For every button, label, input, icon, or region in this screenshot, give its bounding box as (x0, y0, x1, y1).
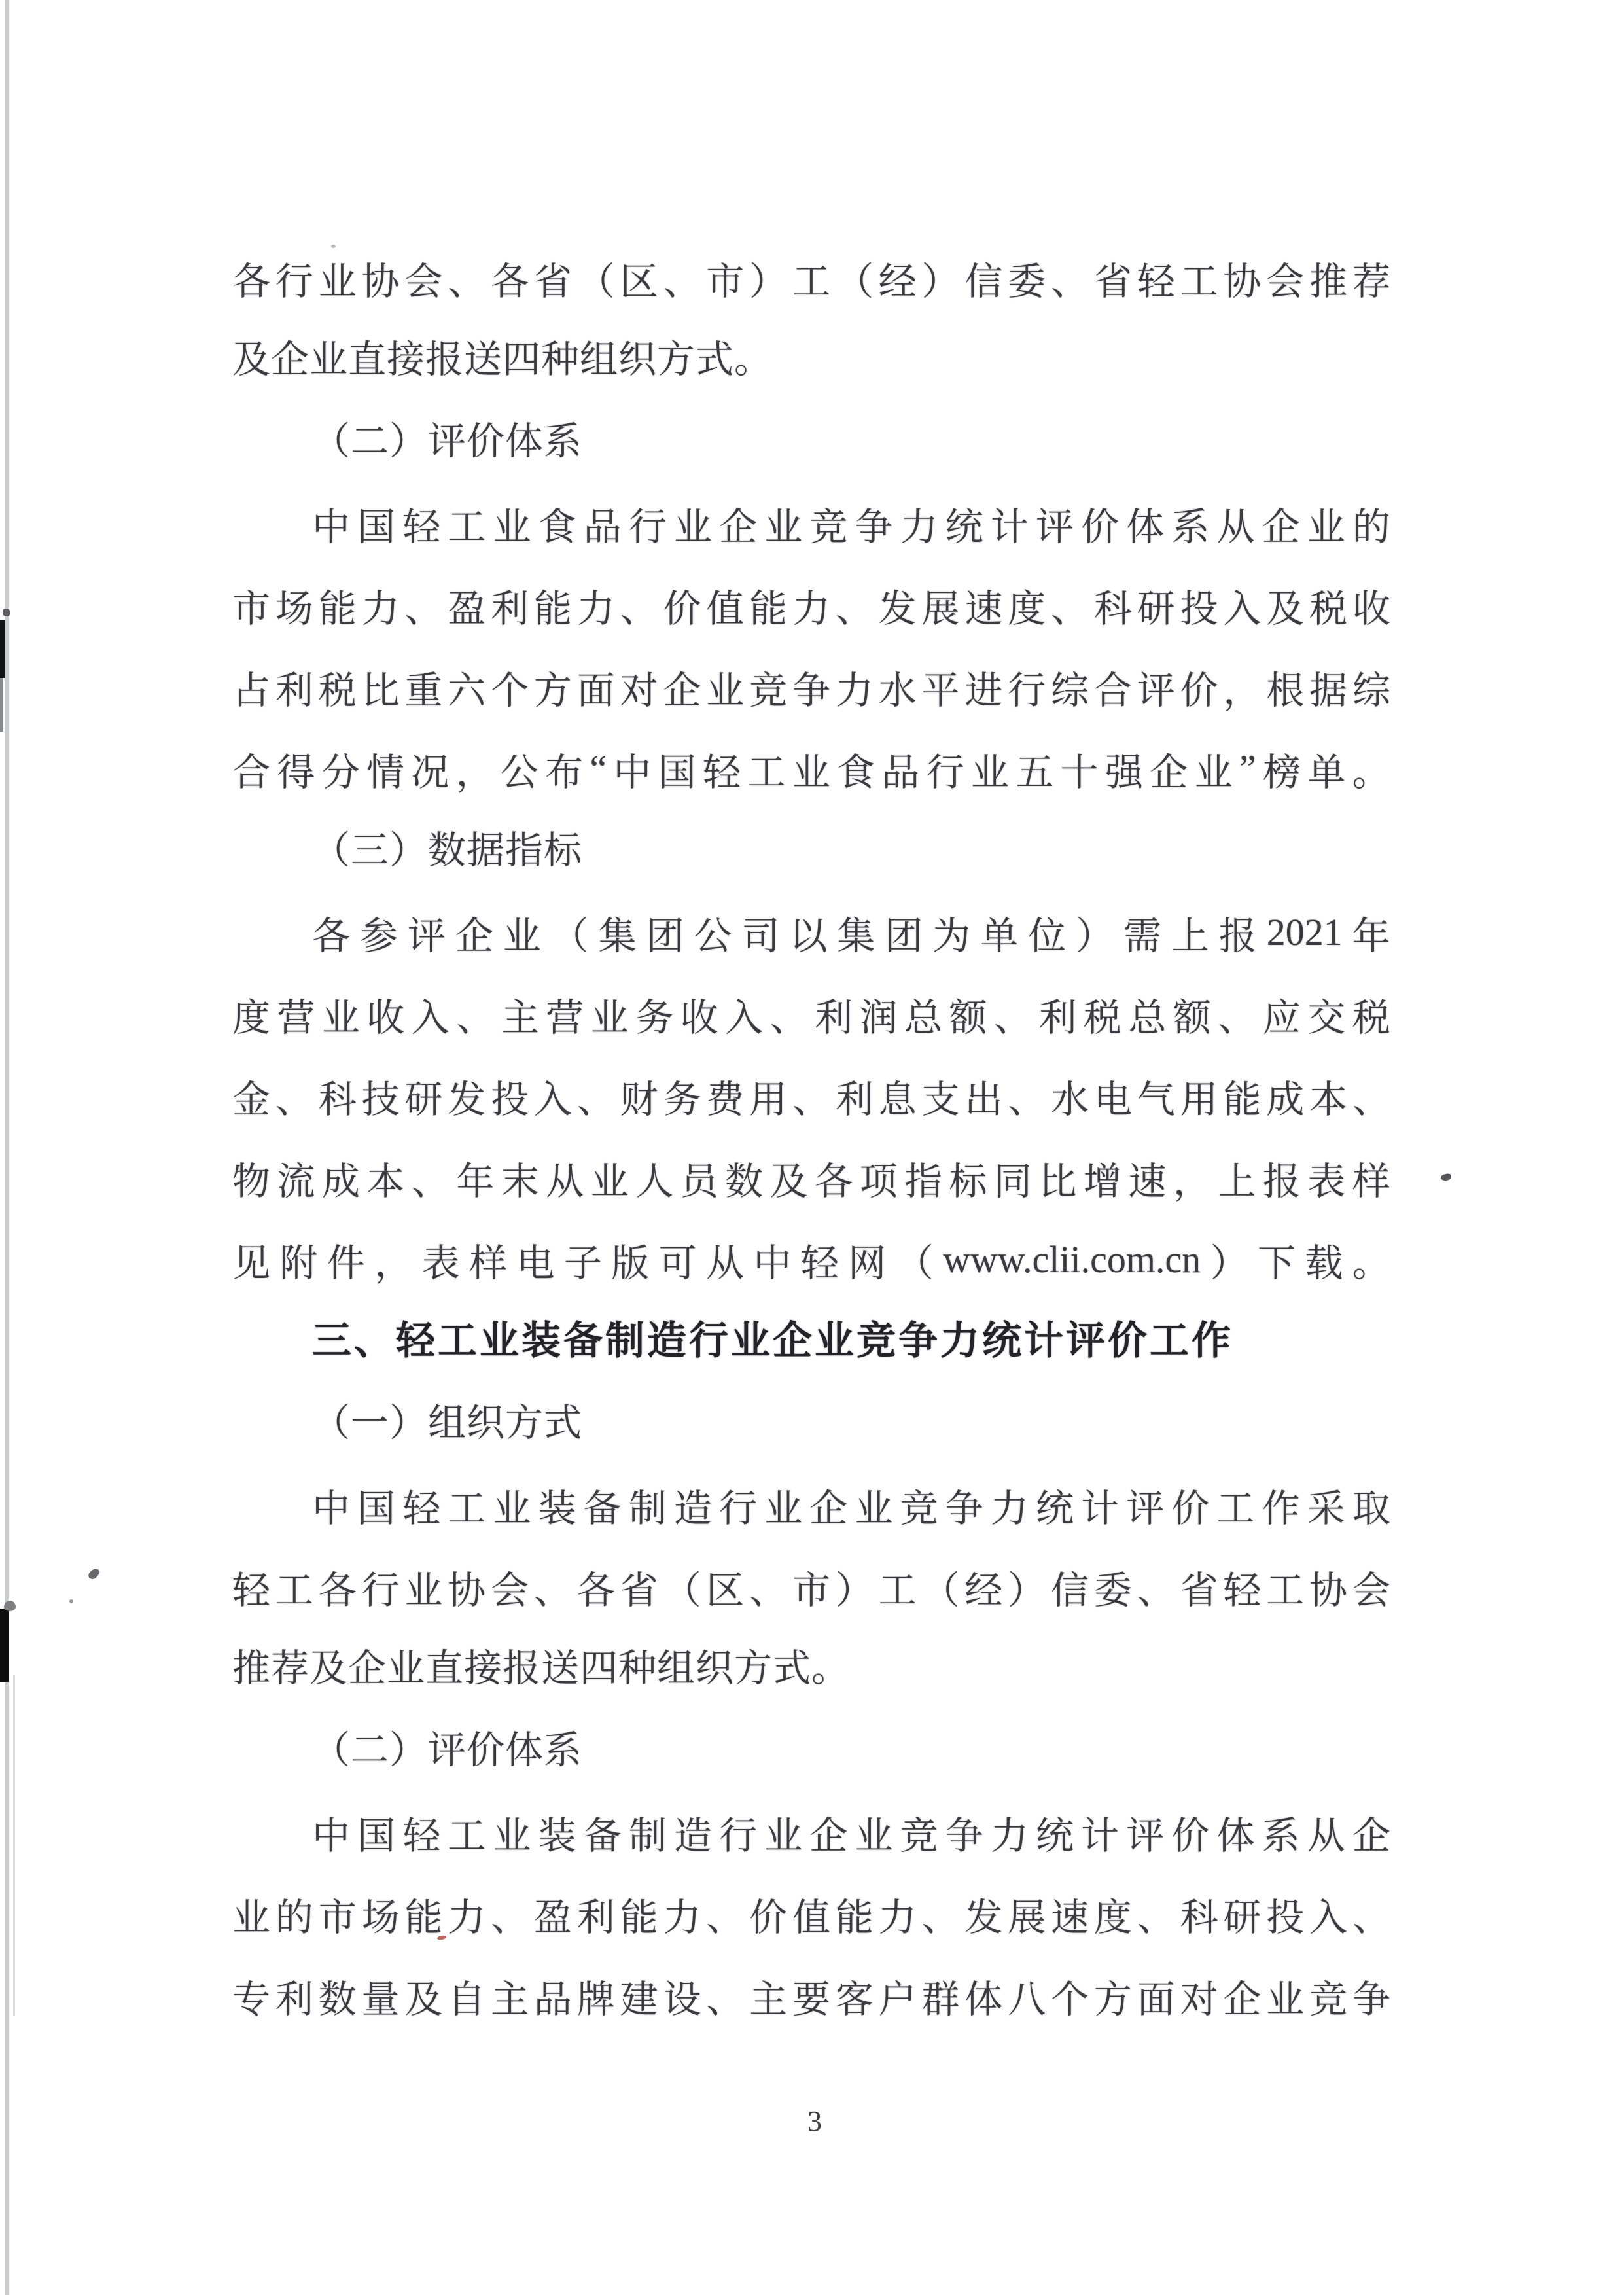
body-line: 各 行 业 协 会 、 各 省 （ 区 、 市 ） 工 （ 经 ） 信 委 、 省 轻 工 协 会 推 荐 (232, 260, 1390, 303)
paragraph-first-line: 中 国 轻 工 业 装 备 制 造 行 业 企 业 竞 争 力 统 计 评 价 体 系 从 企 (312, 1814, 1390, 1857)
body-line: 金 、 科 技 研 发 投 入 、 财 务 费 用 、 利 息 支 出 、 水 电 气 用 能 成 本 、 (232, 1078, 1390, 1121)
subsection-heading: （三）数据指标 (312, 829, 583, 872)
scan-gray-mark-upper (0, 678, 3, 732)
subsection-heading: （二）评价体系 (312, 1729, 583, 1771)
ink-speck-left-lower (69, 1599, 73, 1603)
body-line: 合 得 分 情 况 ， 公 布 “ 中 国 轻 工 业 食 品 行 业 五 十 强 企 业 ” 榜 单 。 (232, 747, 1390, 794)
subsection-heading: （二）评价体系 (312, 420, 583, 463)
body-line: 及企业直接报送四种组织方式。 (232, 338, 773, 381)
comma-ink-mark (87, 1567, 101, 1581)
section-heading: 三、轻工业装备制造行业企业竞争力统计评价工作 (312, 1319, 1233, 1362)
body-line: 专 利 数 量 及 自 主 品 牌 建 设 、 主 要 客 户 群 体 八 个 方 面 对 企 业 竞 争 (232, 1978, 1390, 2021)
body-line: 物 流 成 本 、 年 末 从 业 人 员 数 及 各 项 指 标 同 比 增 速 ， 上 报 表 样 (232, 1160, 1390, 1203)
body-line: 推荐及企业直接报送四种组织方式。 (232, 1647, 851, 1690)
left-edge-shadow-line (5, 0, 9, 2295)
paragraph-first-line: 中 国 轻 工 业 食 品 行 业 企 业 竞 争 力 统 计 评 价 体 系 从 企 业 的 (312, 505, 1390, 548)
page-number: 3 (807, 2105, 822, 2137)
scan-black-mark-lower (0, 1609, 9, 1682)
body-line: 业 的 市 场 能 力 、 盈 利 能 力 、 价 值 能 力 、 发 展 速 度 、 科 研 投 入 、 (232, 1896, 1390, 1939)
scan-black-mark-upper (0, 620, 5, 678)
page-content (232, 237, 1390, 2037)
ink-speck-left-upper (3, 609, 10, 616)
body-line: 轻 工 各 行 业 协 会 、 各 省 （ 区 、 市 ） 工 （ 经 ） 信 委 、 省 轻 工 协 会 (232, 1569, 1390, 1612)
body-line: 占 利 税 比 重 六 个 方 面 对 企 业 竞 争 力 水 平 进 行 综 合 评 价 ， 根 据 综 (232, 669, 1390, 712)
paragraph-first-line: 中 国 轻 工 业 装 备 制 造 行 业 企 业 竞 争 力 统 计 评 价 工 作 采 取 (312, 1487, 1390, 1530)
body-line: 见 附 件 ， 表 样 电 子 版 可 从 中 轻 网 （ www.clii.com.cn ） 下 载 。 (232, 1238, 1390, 1285)
subsection-heading: （一）组织方式 (312, 1402, 583, 1444)
paragraph-first-line: 各 参 评 企 业 （ 集 团 公 司 以 集 团 为 单 位 ） 需 上 报 2021 年 (312, 911, 1390, 957)
scan-hook-mark (4, 1601, 16, 1611)
left-edge-inner-line (13, 1675, 15, 2016)
ink-speck-right (1440, 1173, 1452, 1182)
body-line: 度 营 业 收 入 、 主 营 业 务 收 入 、 利 润 总 额 、 利 税 总 额 、 应 交 税 (232, 996, 1390, 1039)
body-line: 市 场 能 力 、 盈 利 能 力 、 价 值 能 力 、 发 展 速 度 、 科 研 投 入 及 税 收 (232, 587, 1390, 630)
